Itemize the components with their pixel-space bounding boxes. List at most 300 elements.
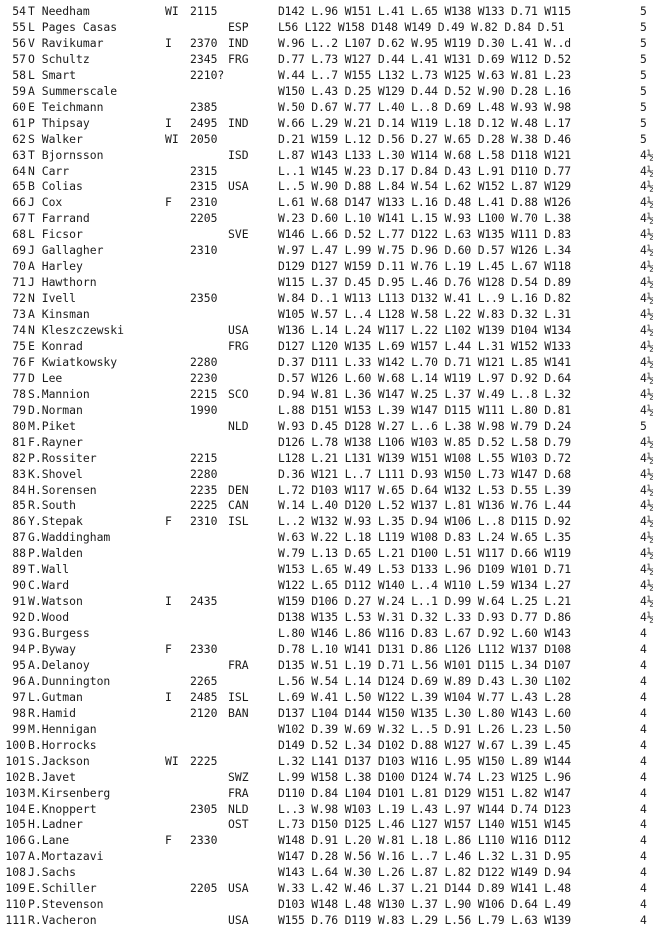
player-name: H.Sorensen [28, 482, 97, 497]
round-results: D.21 W159 L.12 D.56 D.27 W.65 D.28 W.38 D.46 [278, 131, 571, 146]
player-rating: 2115 [190, 4, 218, 18]
player-score: 4 [640, 817, 647, 832]
table-row [0, 817, 671, 832]
player-title: I [165, 689, 172, 704]
player-score: 4 [640, 833, 647, 848]
player-name: S.Mannion [28, 386, 90, 401]
player-number: 85 [12, 498, 26, 513]
player-name: A.Dunnington [28, 673, 111, 688]
round-results: D110 D.84 L104 D101 L.81 D129 W151 L.82 W147 [278, 785, 571, 800]
table-row [0, 642, 671, 657]
player-score: 5 [640, 115, 647, 130]
round-results: D135 W.51 L.19 D.71 L.56 W101 D115 L.34 D107 [278, 657, 571, 672]
player-score: 5 [640, 99, 647, 114]
player-score: 4½ [640, 546, 654, 561]
table-row [0, 116, 671, 131]
table-row [0, 483, 671, 498]
player-name: T Farrand [28, 211, 90, 226]
player-score: 4½ [640, 402, 654, 417]
table-row [0, 291, 671, 306]
player-name: E.Schiller [28, 881, 97, 896]
table-row [0, 36, 671, 51]
player-name: D Lee [28, 370, 63, 385]
table-row [0, 690, 671, 705]
round-results: W102 D.39 W.69 W.32 L..5 D.91 L.26 L.23 L.50 [278, 721, 571, 736]
round-results: D126 L.78 W138 L106 W103 W.85 D.52 L.58 D.79 [278, 434, 571, 449]
round-results: W146 L.66 D.52 L.77 D122 L.63 W135 W111 D.83 [278, 227, 571, 242]
round-results: D103 W148 L.48 W130 L.37 L.90 W106 D.64 L.49 [278, 897, 571, 912]
table-row [0, 307, 671, 322]
player-number: 105 [5, 817, 26, 832]
player-name: T Needham [28, 4, 90, 18]
player-rating: 2315 [190, 163, 218, 178]
player-name: F.Rayner [28, 434, 83, 449]
table-row [0, 562, 671, 577]
player-rating: 2330 [190, 833, 218, 848]
player-name: L Ficsor [28, 227, 83, 242]
table-row [0, 913, 671, 928]
player-title: WI [165, 753, 179, 768]
table-row [0, 802, 671, 817]
player-number: 93 [12, 626, 26, 641]
round-results: D149 D.52 L.34 D102 D.88 W127 W.67 L.39 L.45 [278, 737, 571, 752]
player-federation: NLD [228, 801, 249, 816]
player-score: 4½ [640, 514, 654, 529]
player-number: 100 [5, 737, 26, 752]
player-number: 77 [12, 370, 26, 385]
table-row [0, 610, 671, 625]
player-number: 102 [5, 769, 26, 784]
player-score: 4 [640, 801, 647, 816]
table-row [0, 833, 671, 848]
player-name: J Hawthorn [28, 275, 97, 290]
player-score: 4 [640, 642, 647, 656]
player-federation: FRA [228, 657, 249, 672]
player-score: 4½ [640, 163, 654, 178]
table-row [0, 355, 671, 370]
player-number: 81 [12, 434, 26, 449]
player-rating: 2280 [190, 466, 218, 481]
player-name: P.Walden [28, 546, 83, 561]
table-row [0, 227, 671, 242]
table-row [0, 435, 671, 450]
round-results: L.87 W143 L133 L.30 W114 W.68 L.58 D118 W121 [278, 147, 571, 162]
player-rating: 2205 [190, 211, 218, 226]
table-row [0, 275, 671, 290]
player-score: 4 [640, 657, 647, 672]
table-row [0, 706, 671, 721]
player-name: A Summerscale [28, 83, 118, 98]
round-results: L.73 D150 D125 L.46 L127 W157 L140 W151 W145 [278, 817, 571, 832]
player-score: 4½ [640, 227, 654, 242]
round-results: D.77 L.73 W127 D.44 L.41 W131 D.69 W112 D.52 [278, 51, 571, 66]
player-federation: SWZ [228, 769, 249, 784]
round-results: W.44 L..7 W155 L132 L.73 W125 W.63 W.81 L.23 [278, 67, 571, 82]
table-row [0, 403, 671, 418]
round-results: W115 L.37 D.45 D.95 L.46 D.76 W128 D.54 D.89 [278, 275, 571, 290]
player-title: WI [165, 131, 179, 146]
table-row [0, 259, 671, 274]
player-number: 80 [12, 418, 26, 433]
player-number: 90 [12, 578, 26, 593]
player-name: L Smart [28, 67, 77, 82]
table-row [0, 451, 671, 466]
table-row [0, 881, 671, 896]
table-row [0, 371, 671, 386]
player-score: 4 [640, 913, 647, 928]
player-score: 4 [640, 849, 647, 864]
round-results: W122 L.65 D112 W140 L..4 W110 L.59 W134 L.27 [278, 578, 571, 593]
player-federation: FRA [228, 785, 249, 800]
player-name: T.Wall [28, 562, 70, 577]
player-name: B.Horrocks [28, 737, 97, 752]
player-name: J Cox [28, 195, 63, 210]
player-number: 67 [12, 211, 26, 226]
player-federation: OST [228, 817, 249, 832]
player-federation: NLD [228, 418, 249, 433]
table-row [0, 52, 671, 67]
player-federation: ISL [228, 514, 249, 529]
player-name: E Teichmann [28, 99, 104, 114]
player-score: 5 [640, 418, 647, 433]
player-federation: ISD [228, 147, 249, 162]
round-results: L.69 W.41 L.50 W122 L.39 W104 W.77 L.43 L.28 [278, 689, 571, 704]
player-federation: SVE [228, 227, 249, 242]
round-results: L..1 W145 W.23 D.17 D.84 D.43 L.91 D110 D.77 [278, 163, 571, 178]
player-name: E Konrad [28, 338, 83, 353]
table-row [0, 738, 671, 753]
player-number: 69 [12, 243, 26, 258]
table-row [0, 498, 671, 513]
player-federation: IND [228, 115, 249, 130]
player-score: 4½ [640, 370, 654, 385]
player-score: 4 [640, 626, 647, 641]
player-number: 65 [12, 179, 26, 194]
player-rating: 2305 [190, 801, 218, 816]
player-rating: 2050 [190, 131, 218, 146]
player-federation: BAN [228, 705, 249, 720]
round-results: W.63 W.22 L.18 L119 W108 D.83 L.24 W.65 L.35 [278, 530, 571, 545]
table-row [0, 387, 671, 402]
player-score: 5 [640, 4, 647, 18]
player-name: R.South [28, 498, 77, 513]
round-results: W.50 D.67 W.77 L.40 L..8 D.69 L.48 W.93 W.98 [278, 99, 571, 114]
table-row [0, 195, 671, 210]
player-name: A Kinsman [28, 307, 90, 322]
player-rating: 1990 [190, 402, 218, 417]
player-number: 101 [5, 753, 26, 768]
player-number: 59 [12, 83, 26, 98]
table-row [0, 419, 671, 434]
player-number: 96 [12, 673, 26, 688]
player-name: T Bjornsson [28, 147, 104, 162]
player-number: 60 [12, 99, 26, 114]
player-name: N Ivell [28, 291, 77, 306]
player-score: 5 [640, 35, 647, 50]
table-row [0, 148, 671, 163]
player-federation: USA [228, 179, 249, 194]
table-row [0, 339, 671, 354]
player-name: C.Ward [28, 578, 70, 593]
round-results: L.99 W158 L.38 D100 D124 W.74 L.23 W125 L.96 [278, 769, 571, 784]
player-number: 94 [12, 642, 26, 656]
player-number: 84 [12, 482, 26, 497]
player-name: A.Mortazavi [28, 849, 104, 864]
round-results: W.84 D..1 W113 L113 D132 W.41 L..9 L.16 D.82 [278, 291, 571, 306]
player-score: 4 [640, 897, 647, 912]
round-results: W143 L.64 W.30 L.26 L.87 L.82 D122 W149 D.94 [278, 865, 571, 880]
player-score: 4½ [640, 211, 654, 226]
player-number: 68 [12, 227, 26, 242]
player-name: L.Gutman [28, 689, 83, 704]
player-title: F [165, 642, 172, 656]
table-row [0, 514, 671, 529]
player-number: 89 [12, 562, 26, 577]
player-rating: 2315 [190, 179, 218, 194]
round-results: W.23 D.60 L.10 W141 L.15 W.93 L100 W.70 L.38 [278, 211, 571, 226]
player-score: 4½ [640, 147, 654, 162]
round-results: L.61 W.68 D147 W133 L.16 D.48 L.41 D.88 W126 [278, 195, 571, 210]
player-name: S.Jackson [28, 753, 90, 768]
player-number: 57 [12, 51, 26, 66]
round-results: W150 L.43 D.25 W129 D.44 D.52 W.90 D.28 L.16 [278, 83, 571, 98]
table-row [0, 20, 671, 35]
round-results: W159 D106 D.27 W.24 L..1 D.99 W.64 L.25 L.21 [278, 594, 571, 609]
player-score: 4½ [640, 450, 654, 465]
player-rating: 2120 [190, 705, 218, 720]
player-rating: 2265 [190, 673, 218, 688]
round-results: L..3 W.98 W103 L.19 L.43 L.97 W144 D.74 D123 [278, 801, 571, 816]
player-name: M.Hennigan [28, 721, 97, 736]
round-results: L..5 W.90 D.88 L.84 W.54 L.62 W152 L.87 W129 [278, 179, 571, 194]
player-number: 110 [5, 897, 26, 912]
player-score: 4½ [640, 482, 654, 497]
player-number: 97 [12, 689, 26, 704]
player-number: 58 [12, 67, 26, 82]
player-score: 4½ [640, 243, 654, 258]
player-number: 73 [12, 307, 26, 322]
player-number: 72 [12, 291, 26, 306]
player-number: 61 [12, 115, 26, 130]
player-score: 4½ [640, 307, 654, 322]
player-number: 55 [12, 19, 26, 34]
player-name: N Kleszczewski [28, 323, 125, 337]
player-rating: 2230 [190, 370, 218, 385]
player-name: P.Stevenson [28, 897, 104, 912]
player-name: V Ravikumar [28, 35, 104, 50]
player-number: 106 [5, 833, 26, 848]
player-name: R.Vacheron [28, 913, 97, 928]
player-name: M.Kirsenberg [28, 785, 111, 800]
player-federation: ISL [228, 689, 249, 704]
table-row [0, 546, 671, 561]
round-results: W.93 D.45 D128 W.27 L..6 L.38 W.98 W.79 D.24 [278, 418, 571, 433]
round-results: W148 D.91 L.20 W.81 L.18 L.86 L110 W116 D112 [278, 833, 571, 848]
player-score: 5 [640, 19, 647, 34]
round-results: D.37 D111 L.33 W142 L.70 D.71 W121 L.85 W141 [278, 354, 571, 369]
table-row [0, 658, 671, 673]
player-federation: FRG [228, 338, 249, 353]
player-score: 4½ [640, 578, 654, 593]
player-rating: 2345 [190, 51, 218, 66]
table-row [0, 897, 671, 912]
round-results: W147 D.28 W.56 W.16 L..7 L.46 L.32 L.31 D.95 [278, 849, 571, 864]
player-score: 4½ [640, 434, 654, 449]
player-name: F Kwiatkowsky [28, 354, 118, 369]
player-number: 92 [12, 610, 26, 625]
player-number: 75 [12, 338, 26, 353]
player-title: F [165, 195, 172, 210]
round-results: D.78 L.10 W141 D131 D.86 L126 L112 W137 D108 [278, 642, 571, 656]
player-score: 4½ [640, 259, 654, 274]
player-score: 4 [640, 769, 647, 784]
round-results: L.56 W.54 L.14 D124 D.69 W.89 D.43 L.30 L102 [278, 673, 571, 688]
player-title: I [165, 35, 172, 50]
table-row [0, 68, 671, 83]
table-row [0, 674, 671, 689]
player-score: 4 [640, 705, 647, 720]
player-name: M.Piket [28, 418, 77, 433]
player-name: D.Wood [28, 610, 70, 625]
player-name: S Walker [28, 131, 83, 146]
round-results: W.96 L..2 L107 D.62 W.95 W119 D.30 L.41 W..d [278, 35, 571, 50]
player-title: I [165, 594, 172, 609]
player-score: 4½ [640, 195, 654, 210]
table-row [0, 770, 671, 785]
table-row [0, 626, 671, 641]
player-name: A.Delanoy [28, 657, 90, 672]
player-rating: 2310 [190, 195, 218, 210]
player-rating: 2485 [190, 689, 218, 704]
player-rating: 2235 [190, 482, 218, 497]
player-number: 111 [5, 913, 26, 928]
player-score: 4½ [640, 466, 654, 481]
table-row [0, 132, 671, 147]
player-name: R.Hamid [28, 705, 77, 720]
round-results: D129 D127 W159 D.11 W.76 L.19 L.45 L.67 W118 [278, 259, 571, 274]
table-row [0, 754, 671, 769]
player-score: 4½ [640, 323, 654, 337]
round-results: W.14 L.40 D120 L.52 W137 L.81 W136 W.76 L.44 [278, 498, 571, 513]
player-score: 4½ [640, 291, 654, 306]
player-number: 70 [12, 259, 26, 274]
round-results: D137 L104 D144 W150 W135 L.30 L.80 W143 L.60 [278, 705, 571, 720]
player-score: 5 [640, 67, 647, 82]
player-rating: 2215 [190, 450, 218, 465]
player-score: 4 [640, 721, 647, 736]
player-name: P.Rossiter [28, 450, 97, 465]
player-federation: USA [228, 881, 249, 896]
player-number: 107 [5, 849, 26, 864]
player-federation: IND [228, 35, 249, 50]
round-results: D.94 W.81 L.36 W147 W.25 L.37 W.49 L..8 L.32 [278, 386, 571, 401]
round-results: L128 L.21 L131 W139 W151 W108 L.55 W103 D.72 [278, 450, 571, 465]
player-score: 4½ [640, 610, 654, 625]
round-results: D142 L.96 W151 L.41 L.65 W138 W133 D.71 W115 [278, 4, 571, 18]
player-number: 76 [12, 354, 26, 369]
table-row [0, 467, 671, 482]
player-number: 74 [12, 323, 26, 337]
table-row [0, 243, 671, 258]
player-score: 4½ [640, 562, 654, 577]
player-score: 4 [640, 785, 647, 800]
round-results: D127 L120 W135 L.69 W157 L.44 L.31 W152 W133 [278, 338, 571, 353]
round-results: D.57 W126 L.60 W.68 L.14 W119 L.97 D.92 D.64 [278, 370, 571, 385]
player-title: WI [165, 4, 179, 18]
player-rating: 2225 [190, 498, 218, 513]
player-number: 66 [12, 195, 26, 210]
player-number: 88 [12, 546, 26, 561]
player-rating: 2215 [190, 386, 218, 401]
player-title: F [165, 833, 172, 848]
player-score: 4 [640, 689, 647, 704]
player-score: 4 [640, 753, 647, 768]
player-score: 5 [640, 51, 647, 66]
player-rating: 2330 [190, 642, 218, 656]
player-score: 4½ [640, 354, 654, 369]
player-federation: CAN [228, 498, 249, 513]
player-title: F [165, 514, 172, 529]
player-number: 103 [5, 785, 26, 800]
table-row [0, 594, 671, 609]
player-number: 82 [12, 450, 26, 465]
player-number: 54 [12, 4, 26, 18]
player-name: W.Watson [28, 594, 83, 609]
player-federation: ESP [228, 19, 249, 34]
player-number: 91 [12, 594, 26, 609]
player-federation: SCO [228, 386, 249, 401]
player-number: 64 [12, 163, 26, 178]
player-number: 108 [5, 865, 26, 880]
player-name: B.Javet [28, 769, 77, 784]
player-number: 79 [12, 402, 26, 417]
player-name: L Pages Casas [28, 19, 118, 34]
player-rating: 2435 [190, 594, 218, 609]
round-results: L.80 W146 L.86 W116 D.83 L.67 D.92 L.60 W143 [278, 626, 571, 641]
player-rating: 2350 [190, 291, 218, 306]
player-score: 4½ [640, 179, 654, 194]
table-row [0, 4, 671, 19]
player-score: 4 [640, 865, 647, 880]
player-number: 83 [12, 466, 26, 481]
player-name: G.Burgess [28, 626, 90, 641]
table-row [0, 323, 671, 338]
player-score: 4 [640, 881, 647, 896]
player-number: 56 [12, 35, 26, 50]
player-name: G.Lane [28, 833, 70, 848]
table-row [0, 164, 671, 179]
table-row [0, 786, 671, 801]
round-results: L.32 L141 D137 D103 W116 L.95 W150 L.89 W144 [278, 753, 571, 768]
player-score: 5 [640, 83, 647, 98]
player-number: 71 [12, 275, 26, 290]
player-score: 4 [640, 673, 647, 688]
player-name: A Harley [28, 259, 83, 274]
round-results: W.97 L.47 L.99 W.75 D.96 D.60 D.57 W126 L.34 [278, 243, 571, 258]
table-row [0, 179, 671, 194]
player-number: 78 [12, 386, 26, 401]
table-row [0, 578, 671, 593]
player-name: H.Ladner [28, 817, 83, 832]
player-rating: 2310 [190, 514, 218, 529]
player-score: 5 [640, 131, 647, 146]
player-rating: 2225 [190, 753, 218, 768]
player-rating: 2310 [190, 243, 218, 258]
table-row [0, 722, 671, 737]
table-row [0, 211, 671, 226]
player-score: 4½ [640, 530, 654, 545]
player-name: B Colias [28, 179, 83, 194]
